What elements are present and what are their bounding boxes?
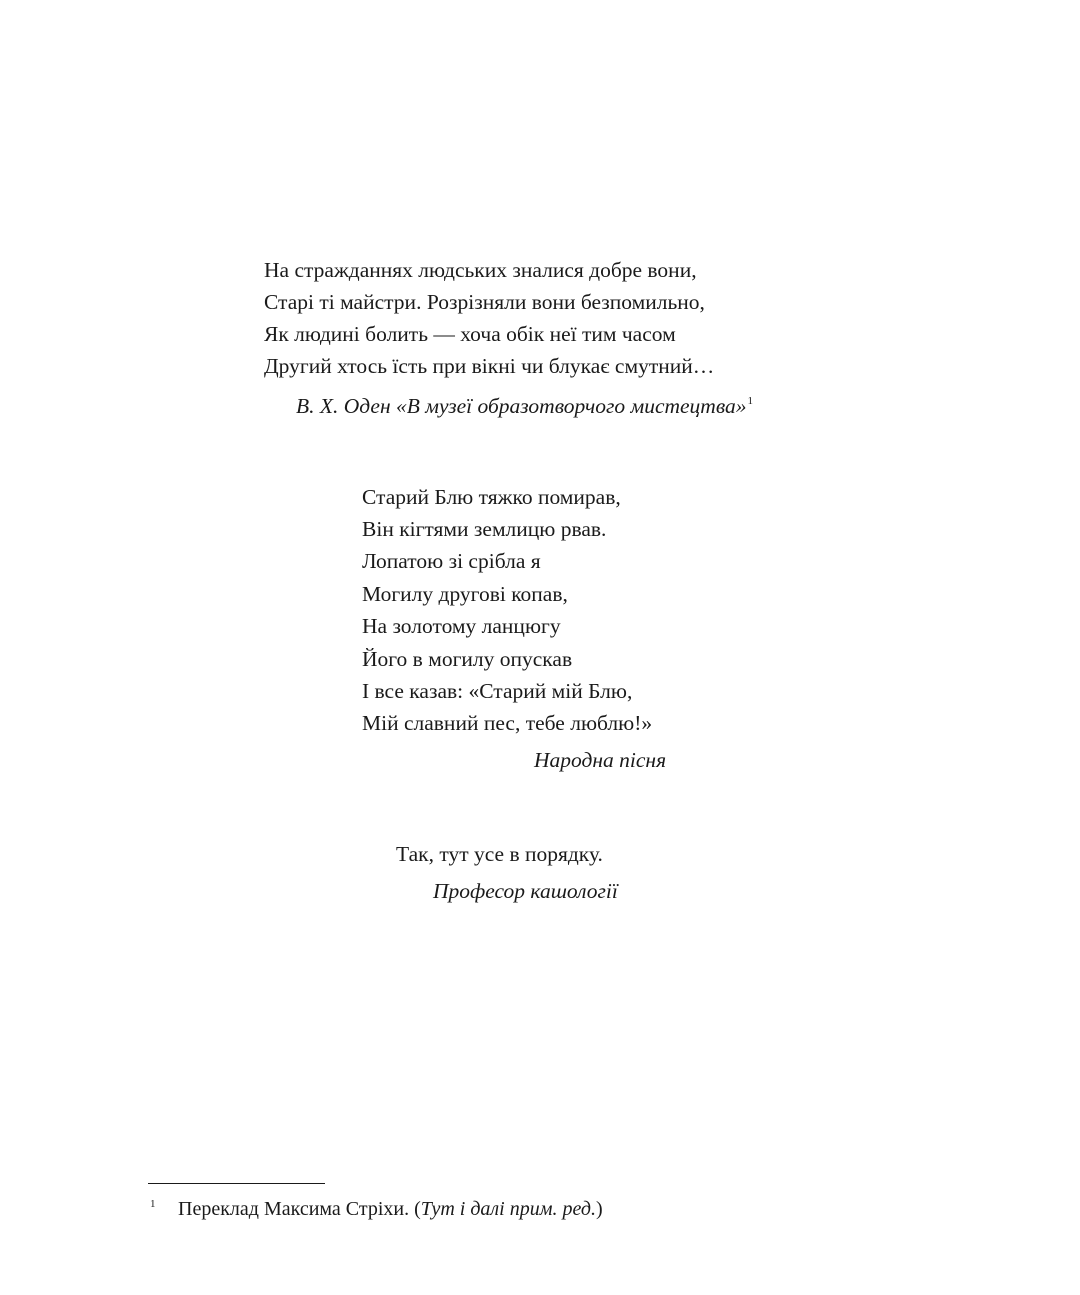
footnote-reference[interactable]: 1 — [747, 395, 754, 407]
poem-line: Лопатою зі срібла я — [362, 549, 541, 573]
poem-line: Його в могилу опускав — [362, 647, 573, 671]
poem-line: Могилу другові копав, — [362, 582, 568, 606]
poem-line: Старі ті майстри. Розрізняли вони безпомильно, — [264, 290, 705, 314]
footnote-divider — [148, 1183, 325, 1184]
epigraph-attribution — [296, 390, 753, 422]
footnote-text — [178, 1195, 603, 1223]
footnote-close: ) — [595, 1198, 603, 1220]
epigraph-attribution: Народна пісня — [534, 748, 667, 772]
poem-line: Він кігтями землицю рвав. — [362, 517, 607, 541]
poem-line: Другий хтось їсть при вікні чи блукає смутний… — [264, 354, 715, 378]
poem-line: На золотому ланцюгу — [362, 614, 561, 638]
poem-line: Мій славний пес, тебе люблю!» — [362, 711, 653, 735]
poem-line: На стражданнях людських зналися добре вони, — [264, 258, 697, 282]
attribution-text: В. Х. Оден «В музеї образотворчого мистецтва» — [296, 394, 747, 418]
poem-line: Як людині болить — хоча обік неї тим часом — [264, 322, 676, 346]
footnote-number: 1 — [150, 1198, 156, 1210]
epigraph-attribution: Професор кашології — [433, 879, 618, 903]
footnote-body: Переклад Максима Стріхи. ( — [178, 1198, 421, 1220]
poem-line: Так, тут усе в порядку. — [396, 842, 603, 866]
poem-line: Старий Блю тяжко помирав, — [362, 485, 621, 509]
footnote-editor-note: Тут і далі прим. ред. — [420, 1198, 596, 1220]
poem-line: І все казав: «Старий мій Блю, — [362, 679, 633, 703]
